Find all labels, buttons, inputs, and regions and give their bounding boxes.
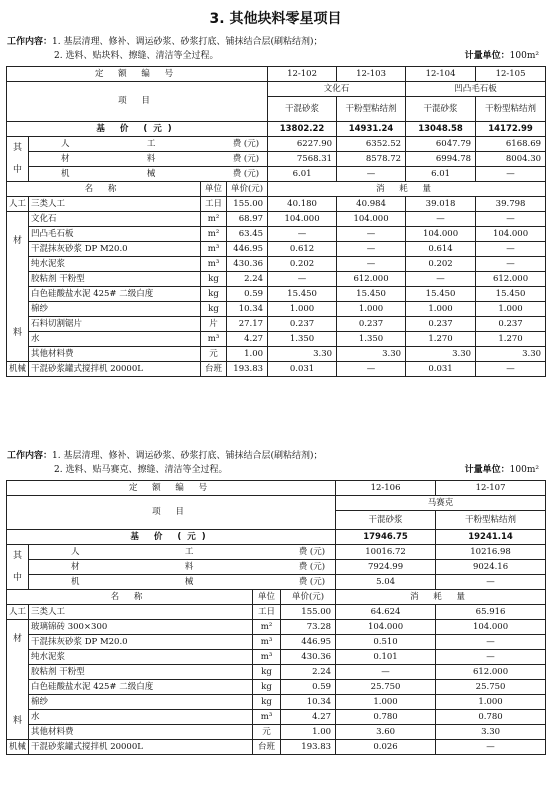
item-label: 项 目 <box>7 82 268 122</box>
material-row <box>7 347 546 362</box>
machine-name: 干混砂浆罐式搅拌机 20000L <box>29 740 253 755</box>
col-name-header: 名 称 <box>7 590 253 605</box>
material-name: 胶粘剂 干粉型 <box>29 665 253 680</box>
machine-cell: — <box>337 362 406 377</box>
code-cell: 12-106 <box>336 481 436 496</box>
cost-row <box>7 545 546 560</box>
col-unit-header: 单位 <box>253 590 281 605</box>
machine-side-label: 机械 <box>7 362 29 377</box>
material-cell: — <box>337 257 406 272</box>
page-title: 3. 其他块料零星项目 <box>209 11 342 27</box>
code-cell: 12-104 <box>406 67 476 82</box>
machine-cell: — <box>476 362 546 377</box>
work-content-label: 工作内容： <box>7 451 53 461</box>
labor-price: 155.00 <box>227 197 268 212</box>
cost-row <box>7 167 546 182</box>
material-unit: 片 <box>201 317 227 332</box>
cost-name <box>29 167 268 182</box>
material-cell: — <box>406 212 476 227</box>
material-unit: 元 <box>253 725 281 740</box>
machine-name: 干混砂浆罐式搅拌机 20000L <box>29 362 201 377</box>
material-cell: — <box>268 227 337 242</box>
labor-cell: 40.984 <box>337 197 406 212</box>
cost-name-char: 械 <box>146 168 156 179</box>
cost-cell: 10016.72 <box>336 545 436 560</box>
material-row <box>7 635 546 650</box>
material-price: 1.00 <box>281 725 336 740</box>
cost-name <box>29 560 336 575</box>
labor-unit: 工日 <box>201 197 227 212</box>
material-name: 石料切割锯片 <box>29 317 201 332</box>
work-content-line-1 <box>7 448 323 461</box>
base-price-cell: 19241.14 <box>436 530 546 545</box>
sub-cell: 干混砂浆 <box>336 511 436 530</box>
material-cell: 15.450 <box>337 287 406 302</box>
sub-cell: 干混砂浆 <box>406 97 476 122</box>
cost-cell: 5.04 <box>336 575 436 590</box>
cost-cell: 8004.30 <box>476 152 546 167</box>
material-name: 凹凸毛石板 <box>29 227 201 242</box>
column-header-row <box>7 590 546 605</box>
labor-cell: 39.018 <box>406 197 476 212</box>
material-price: 73.28 <box>281 620 336 635</box>
group-row <box>7 496 546 511</box>
labor-cell: 39.798 <box>476 197 546 212</box>
material-price: 446.95 <box>227 242 268 257</box>
material-cell: 15.450 <box>476 287 546 302</box>
material-cell: 25.750 <box>336 680 436 695</box>
cost-cell: 6352.52 <box>337 137 406 152</box>
material-cell: 25.750 <box>436 680 546 695</box>
code-label: 定 额 编 号 <box>7 481 336 496</box>
material-cell: 104.000 <box>336 620 436 635</box>
labor-side-label: 人工 <box>7 197 29 212</box>
material-name: 水 <box>29 710 253 725</box>
code-row <box>7 481 546 496</box>
material-cell: 0.780 <box>336 710 436 725</box>
material-cell: 15.450 <box>268 287 337 302</box>
cost-row <box>7 137 546 152</box>
work-content-text: 1. 基层清理、修补、调运砂浆、砂浆打底、铺抹结合层(刷粘结剂)； <box>52 451 323 461</box>
machine-price: 193.83 <box>281 740 336 755</box>
machine-row <box>7 740 546 755</box>
col-unit-header: 单位 <box>201 182 227 197</box>
group-cell: 凹凸毛石板 <box>406 82 546 97</box>
material-unit: kg <box>201 287 227 302</box>
code-cell: 12-105 <box>476 67 546 82</box>
material-cell: 15.450 <box>406 287 476 302</box>
material-row <box>7 680 546 695</box>
material-row <box>7 287 546 302</box>
code-cell: 12-102 <box>268 67 337 82</box>
labor-row <box>7 605 546 620</box>
material-price: 446.95 <box>281 635 336 650</box>
material-unit: kg <box>201 272 227 287</box>
base-price-cell: 14931.24 <box>337 122 406 137</box>
material-name: 其他材料费 <box>29 347 201 362</box>
material-unit: kg <box>253 680 281 695</box>
material-cell: 1.270 <box>406 332 476 347</box>
material-row <box>7 212 546 227</box>
base-price-row <box>7 122 546 137</box>
col-consume-header: 消 耗 量 <box>336 590 546 605</box>
material-side-char: 材 <box>12 235 22 246</box>
cost-row <box>7 560 546 575</box>
material-unit: m² <box>201 212 227 227</box>
cost-unit: 费 (元) <box>232 138 260 149</box>
cost-unit: 费 (元) <box>232 153 260 164</box>
code-label: 定 额 编 号 <box>7 67 268 82</box>
cost-cell: — <box>476 167 546 182</box>
cost-name-char: 械 <box>184 576 194 587</box>
base-price-cell: 13048.58 <box>406 122 476 137</box>
material-unit: kg <box>253 695 281 710</box>
material-cell: 0.614 <box>406 242 476 257</box>
quota-table-2 <box>6 480 546 755</box>
material-name: 棉纱 <box>29 302 201 317</box>
material-cell: — <box>337 227 406 242</box>
material-price: 63.45 <box>227 227 268 242</box>
material-unit: kg <box>201 302 227 317</box>
material-cell: — <box>476 242 546 257</box>
col-name-header: 名 称 <box>7 182 201 197</box>
material-price: 2.24 <box>227 272 268 287</box>
material-row <box>7 302 546 317</box>
material-cell: — <box>476 257 546 272</box>
material-cell: 612.000 <box>476 272 546 287</box>
labor-unit: 工日 <box>253 605 281 620</box>
labor-row <box>7 197 546 212</box>
cost-side-label <box>7 137 29 182</box>
material-unit: m³ <box>253 710 281 725</box>
sub-cell: 干混砂浆 <box>268 97 337 122</box>
material-cell: 1.000 <box>336 695 436 710</box>
group-row <box>7 82 546 97</box>
material-unit: m² <box>201 227 227 242</box>
code-cell: 12-107 <box>436 481 546 496</box>
material-price: 4.27 <box>281 710 336 725</box>
cost-cell: — <box>436 575 546 590</box>
cost-name-char: 机 <box>71 576 80 587</box>
cost-name <box>29 575 336 590</box>
material-name: 棉纱 <box>29 695 253 710</box>
cost-cell: 6227.90 <box>268 137 337 152</box>
material-side-char: 材 <box>12 633 22 644</box>
material-name: 干混抹灰砂浆 DP M20.0 <box>29 635 253 650</box>
material-price: 10.34 <box>281 695 336 710</box>
material-name: 白色硅酸盐水泥 425# 二级白度 <box>29 287 201 302</box>
cost-cell: 6994.78 <box>406 152 476 167</box>
cost-cell: — <box>337 167 406 182</box>
base-price-cell: 17946.75 <box>336 530 436 545</box>
cost-name <box>29 152 268 167</box>
material-unit: kg <box>253 665 281 680</box>
material-price: 2.24 <box>281 665 336 680</box>
material-cell: 0.612 <box>268 242 337 257</box>
material-cell: 612.000 <box>337 272 406 287</box>
material-price: 4.27 <box>227 332 268 347</box>
material-row <box>7 332 546 347</box>
material-price: 430.36 <box>227 257 268 272</box>
col-price-header: 单价(元) <box>227 182 268 197</box>
labor-name: 三类人工 <box>29 197 201 212</box>
cost-row <box>7 152 546 167</box>
cost-name <box>29 545 336 560</box>
work-content-line-2: 2. 选料、贴马赛克、擦缝、清洁等全过程。 <box>54 465 228 475</box>
material-cell: 1.000 <box>337 302 406 317</box>
work-content-line-1 <box>7 34 323 47</box>
material-cell: 3.30 <box>436 725 546 740</box>
sub-cell: 干粉型粘结剂 <box>337 97 406 122</box>
machine-cell: 0.031 <box>406 362 476 377</box>
material-cell: 104.000 <box>436 620 546 635</box>
col-price-header: 单价(元) <box>281 590 336 605</box>
material-cell: 1.350 <box>337 332 406 347</box>
material-name: 胶粘剂 干粉型 <box>29 272 201 287</box>
group-cell: 马赛克 <box>336 496 546 511</box>
material-unit: m³ <box>201 257 227 272</box>
labor-name: 三类人工 <box>29 605 253 620</box>
cost-name-char: 料 <box>146 153 156 164</box>
material-unit: m³ <box>201 242 227 257</box>
cost-name-char: 人 <box>61 138 70 149</box>
code-row <box>7 67 546 82</box>
measure-unit <box>465 48 539 61</box>
cost-side-char: 其 <box>12 551 22 561</box>
machine-row <box>7 362 546 377</box>
material-cell: 1.270 <box>476 332 546 347</box>
material-row <box>7 272 546 287</box>
material-row <box>7 227 546 242</box>
material-price: 27.17 <box>227 317 268 332</box>
measure-unit-value: 100m² <box>509 465 539 475</box>
material-cell: 0.780 <box>436 710 546 725</box>
material-row <box>7 257 546 272</box>
cost-name-char: 工 <box>184 546 194 557</box>
cost-side-char: 其 <box>12 143 22 153</box>
base-price-cell: 13802.22 <box>268 122 337 137</box>
material-cell: — <box>337 242 406 257</box>
cost-name-char: 人 <box>71 546 80 557</box>
labor-cell: 40.180 <box>268 197 337 212</box>
material-row <box>7 650 546 665</box>
material-cell: 1.000 <box>476 302 546 317</box>
cost-name-char: 料 <box>184 561 194 572</box>
cost-cell: 7568.31 <box>268 152 337 167</box>
sub-cell: 干粉型粘结剂 <box>476 97 546 122</box>
sub-cell: 干粉型粘结剂 <box>436 511 546 530</box>
material-price: 430.36 <box>281 650 336 665</box>
item-label: 项 目 <box>7 496 336 530</box>
material-name: 水 <box>29 332 201 347</box>
cost-cell: 6.01 <box>268 167 337 182</box>
material-row <box>7 695 546 710</box>
material-cell: — <box>336 665 436 680</box>
material-row <box>7 317 546 332</box>
material-unit: m³ <box>253 635 281 650</box>
cost-unit: 费 (元) <box>298 561 326 572</box>
cost-name-char: 材 <box>71 561 80 572</box>
cost-side-label <box>7 545 29 590</box>
material-cell: — <box>406 272 476 287</box>
cost-side-char: 中 <box>12 165 22 175</box>
material-cell: — <box>436 650 546 665</box>
code-cell: 12-103 <box>337 67 406 82</box>
machine-cell: 0.026 <box>336 740 436 755</box>
base-price-label: 基 价 (元) <box>7 530 336 545</box>
material-name: 干混抹灰砂浆 DP M20.0 <box>29 242 201 257</box>
material-cell: 3.30 <box>268 347 337 362</box>
material-cell: — <box>436 635 546 650</box>
material-name: 其他材料费 <box>29 725 253 740</box>
material-cell: 104.000 <box>337 212 406 227</box>
cost-name-char: 工 <box>146 138 156 149</box>
cost-unit: 费 (元) <box>232 168 260 179</box>
material-unit: m² <box>253 620 281 635</box>
material-cell: 3.60 <box>336 725 436 740</box>
material-row <box>7 620 546 635</box>
material-side-label <box>7 620 29 740</box>
material-row <box>7 665 546 680</box>
cost-cell: 10216.98 <box>436 545 546 560</box>
measure-unit <box>465 462 539 475</box>
base-price-label: 基 价 (元) <box>7 122 268 137</box>
material-side-label <box>7 212 29 362</box>
machine-unit: 台班 <box>253 740 281 755</box>
cost-cell: 7924.99 <box>336 560 436 575</box>
material-name: 纯水泥浆 <box>29 257 201 272</box>
machine-price: 193.83 <box>227 362 268 377</box>
material-name: 玻璃锦砖 300×300 <box>29 620 253 635</box>
material-cell: 0.237 <box>268 317 337 332</box>
material-cell: 0.237 <box>406 317 476 332</box>
column-header-row <box>7 182 546 197</box>
cost-cell: 9024.16 <box>436 560 546 575</box>
material-side-char: 料 <box>12 715 22 726</box>
material-price: 10.34 <box>227 302 268 317</box>
machine-cell: — <box>436 740 546 755</box>
material-cell: 0.202 <box>268 257 337 272</box>
cost-unit: 费 (元) <box>298 546 326 557</box>
measure-unit-label: 计量单位： <box>464 51 510 61</box>
material-name: 纯水泥浆 <box>29 650 253 665</box>
labor-cell: 64.624 <box>336 605 436 620</box>
labor-cell: 65.916 <box>436 605 546 620</box>
material-cell: 104.000 <box>268 212 337 227</box>
material-price: 68.97 <box>227 212 268 227</box>
work-content-line-2: 2. 选料、贴块料、擦缝、清洁等全过程。 <box>54 51 219 61</box>
labor-side-label: 人工 <box>7 605 29 620</box>
material-cell: 0.202 <box>406 257 476 272</box>
cost-cell: 6.01 <box>406 167 476 182</box>
machine-cell: 0.031 <box>268 362 337 377</box>
material-price: 0.59 <box>281 680 336 695</box>
material-name: 文化石 <box>29 212 201 227</box>
cost-cell: 6168.69 <box>476 137 546 152</box>
base-price-row <box>7 530 546 545</box>
material-cell: 0.101 <box>336 650 436 665</box>
machine-side-label: 机械 <box>7 740 29 755</box>
quota-table-1 <box>6 66 546 377</box>
material-cell: 1.000 <box>436 695 546 710</box>
cost-unit: 费 (元) <box>298 576 326 587</box>
material-cell: 0.237 <box>337 317 406 332</box>
work-content-label: 工作内容： <box>7 37 53 47</box>
cost-name <box>29 137 268 152</box>
material-row <box>7 242 546 257</box>
labor-price: 155.00 <box>281 605 336 620</box>
material-cell: 0.510 <box>336 635 436 650</box>
cost-name-char: 机 <box>61 168 70 179</box>
cost-cell: 6047.79 <box>406 137 476 152</box>
material-row <box>7 725 546 740</box>
material-unit: 元 <box>201 347 227 362</box>
col-consume-header: 消 耗 量 <box>268 182 546 197</box>
material-cell: 1.350 <box>268 332 337 347</box>
cost-side-char: 中 <box>12 573 22 583</box>
material-price: 1.00 <box>227 347 268 362</box>
material-unit: m³ <box>253 650 281 665</box>
material-cell: 104.000 <box>406 227 476 242</box>
material-cell: 104.000 <box>476 227 546 242</box>
measure-unit-label: 计量单位： <box>464 465 510 475</box>
material-price: 0.59 <box>227 287 268 302</box>
cost-cell: 8578.72 <box>337 152 406 167</box>
material-side-char: 料 <box>12 327 22 338</box>
material-cell: 1.000 <box>406 302 476 317</box>
material-cell: 3.30 <box>476 347 546 362</box>
material-row <box>7 710 546 725</box>
material-cell: 1.000 <box>268 302 337 317</box>
cost-name-char: 材 <box>61 153 70 164</box>
cost-row <box>7 575 546 590</box>
material-cell: 3.30 <box>406 347 476 362</box>
material-cell: 3.30 <box>337 347 406 362</box>
measure-unit-value: 100m² <box>509 51 539 61</box>
machine-unit: 台班 <box>201 362 227 377</box>
material-cell: 612.000 <box>436 665 546 680</box>
material-unit: m³ <box>201 332 227 347</box>
material-cell: — <box>476 212 546 227</box>
base-price-cell: 14172.99 <box>476 122 546 137</box>
material-cell: 0.237 <box>476 317 546 332</box>
material-name: 白色硅酸盐水泥 425# 二级白度 <box>29 680 253 695</box>
work-content-text: 1. 基层清理、修补、调运砂浆、砂浆打底、铺抹结合层(刷粘结剂)； <box>52 37 323 47</box>
material-cell: — <box>268 272 337 287</box>
group-cell: 文化石 <box>268 82 406 97</box>
